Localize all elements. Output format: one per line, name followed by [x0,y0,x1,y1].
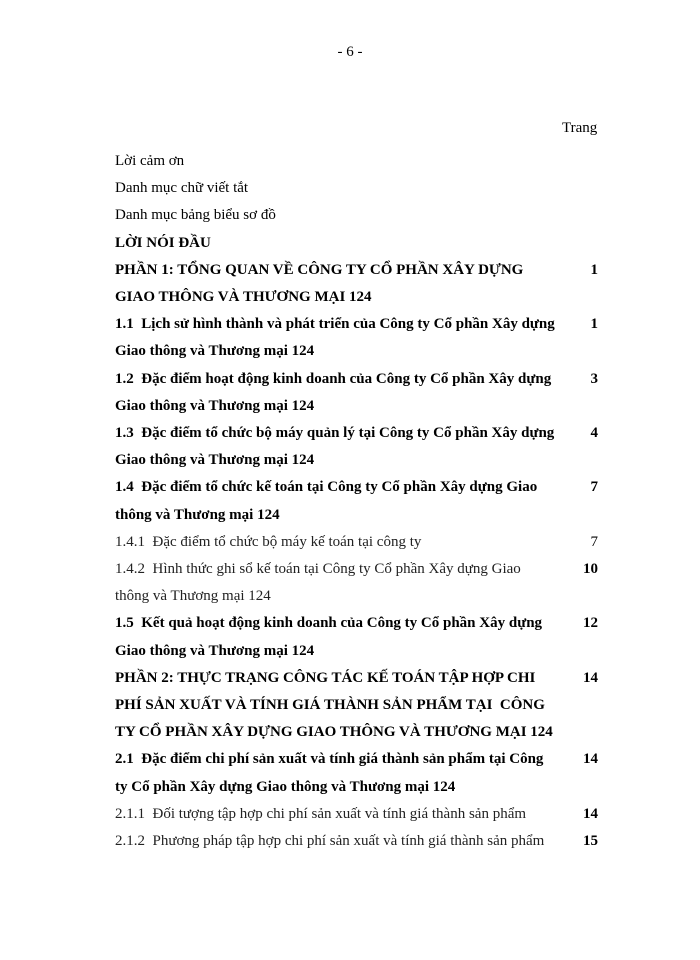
toc-entry-title [115,366,552,420]
toc-entry-line: 1.4 Đặc điểm tổ chức kế toán tại Công ty Cổ phần Xây dựng Giao [115,479,538,496]
toc-entry-page: 14 [583,751,598,768]
toc-entry-title [115,828,545,855]
toc-entry-line: Giao thông và Thương mại 124 [115,642,315,659]
toc-entry-line: PHẦN 2: THỰC TRẠNG CÔNG TÁC KẾ TOÁN TẬP HỢP CHI [115,669,536,686]
toc-entry-line: TY CỔ PHẦN XÂY DỰNG GIAO THÔNG VÀ THƯƠNG MẠI 124 [115,724,553,741]
toc-entry-line: 2.1.1 Đối tượng tập hợp chi phí sản xuất và tính giá thành sản phẩm [115,805,527,822]
toc-entry-title [115,529,540,556]
toc-entry-line: GIAO THÔNG VÀ THƯƠNG MẠI 124 [115,289,372,305]
toc-entry-line: 1.4.2 Hình thức ghi sổ kế toán tại Công ty Cổ phần Xây dựng Giao [115,561,521,577]
toc-entry-line: Lời cảm ơn [115,153,185,169]
toc-entry-title [115,420,555,474]
toc-entry-page: 1 [590,316,598,333]
toc-entry-title [115,665,553,747]
toc-entry-page: 4 [590,425,598,441]
toc-entry-line: Giao thông và Thương mại 124 [115,452,315,469]
toc-entry-title [115,230,540,257]
toc-entry-line: Danh mục bảng biểu sơ đồ [115,207,276,224]
toc-entry-title [115,202,540,229]
toc-entry-line: 1.3 Đặc điểm tổ chức bộ máy quản lý tại Công ty Cổ phần Xây dựng [115,425,555,441]
toc-entry-page: 15 [583,833,598,849]
toc-entry-line: 2.1 Đặc điểm chi phí sản xuất và tính giá thành sản phẩm tại Công [115,751,544,768]
toc-entry-line: 2.1.2 Phương pháp tập hợp chi phí sản xuất và tính giá thành sản phẩm [115,833,545,849]
toc-entry-title [115,175,540,202]
toc-entry-line: 1.5 Kết quả hoạt động kinh doanh của Công ty Cổ phần Xây dựng [115,615,543,632]
toc-entry-title [115,746,544,800]
toc-entry-line: 1.2 Đặc điểm hoạt động kinh doanh của Công ty Cổ phần Xây dựng [115,370,552,387]
toc-entry-line: Giao thông và Thương mại 124 [115,343,315,360]
toc-entry-line: Giao thông và Thương mại 124 [115,397,315,414]
toc-entry-page: 7 [590,533,598,550]
toc-entry-page: 3 [590,370,598,387]
toc-entry-title [115,311,555,365]
toc-entry-page: 7 [590,479,598,496]
page-number: - 6 - [337,44,363,60]
toc-entry-line: Danh mục chữ viết tắt [115,180,249,197]
toc-entry-title [115,556,540,610]
toc-entry-title [115,474,540,528]
toc-entry-line: 1.4.1 Đặc điểm tổ chức bộ máy kế toán tại công ty [115,533,422,550]
toc-entry-line: PHÍ SẢN XUẤT VÀ TÍNH GIÁ THÀNH SẢN PHẨM TẠI CÔNG [115,697,545,713]
toc-entry-line: 1.1 Lịch sử hình thành và phát triển của Công ty Cổ phần Xây dựng [115,316,555,333]
toc-entry-title [115,257,540,311]
toc-entry-page: 10 [583,561,598,577]
toc-entry-line: ty Cổ phần Xây dựng Giao thông và Thương mại 124 [115,778,456,795]
page-column-header: Trang [562,120,598,136]
toc-entry-line: PHẦN 1: TỔNG QUAN VỀ CÔNG TY CỔ PHẦN XÂY DỰNG [115,261,524,278]
toc-entry-page: 14 [583,669,598,686]
toc-entry-title [115,801,540,828]
toc-entry-page: 12 [583,615,598,632]
toc-entry-line: LỜI NÓI ĐẦU [115,234,211,251]
toc-entry-title [115,148,540,175]
toc-entry-line: thông và Thương mại 124 [115,588,271,605]
toc-entry-title [115,610,543,664]
toc-entry-page: 14 [583,805,598,822]
toc-entry-line: thông và Thương mại 124 [115,506,280,523]
toc-entry-page: 1 [590,261,598,278]
